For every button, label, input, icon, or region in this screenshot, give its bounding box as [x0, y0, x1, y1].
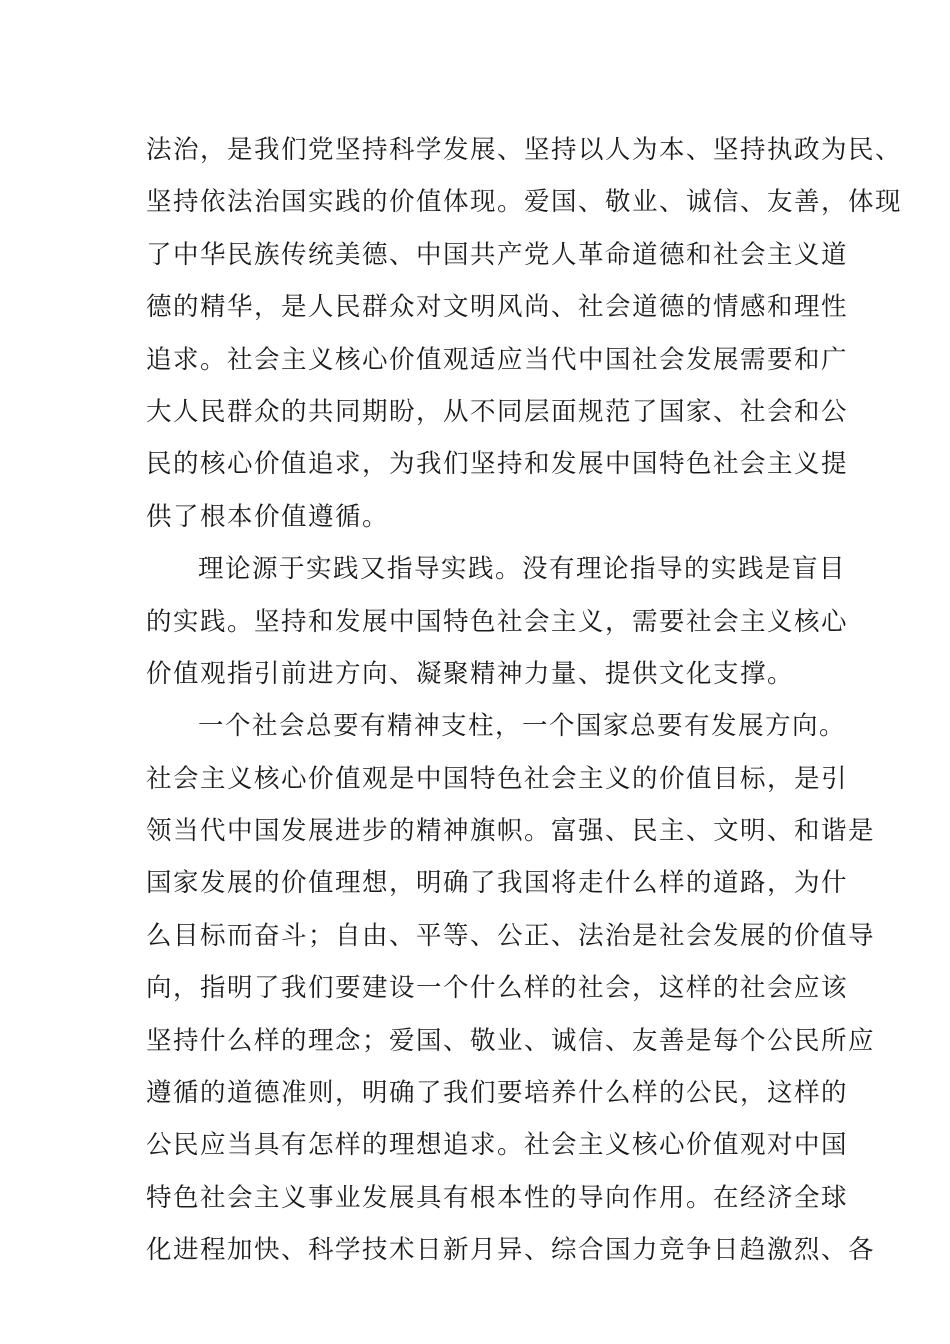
text-line: 公民应当具有怎样的理想追求。社会主义核心价值观对中国	[146, 1130, 849, 1161]
body-text	[146, 124, 903, 1277]
text-line: 坚持什么样的理念；爱国、敬业、诚信、友善是每个公民所应	[146, 1025, 876, 1056]
text-line: 法治，是我们党坚持科学发展、坚持以人为本、坚持执政为民、	[146, 135, 903, 165]
text-line: 坚持依法治国实践的价值体现。爱国、敬业、诚信、友善，体现	[146, 187, 903, 218]
text-line: 化进程加快、科学技术日新月异、综合国力竞争日趋激烈、各	[146, 1235, 876, 1266]
paragraph-first-line: 一个社会总要有精神支柱，一个国家总要有发展方向。	[198, 711, 847, 742]
text-line: 么目标而奋斗；自由、平等、公正、法治是社会发展的价值导	[146, 920, 876, 951]
paragraph-first-line: 理论源于实践又指导实践。没有理论指导的实践是盲目	[198, 554, 847, 585]
text-line: 大人民群众的共同期盼，从不同层面规范了国家、社会和公	[146, 396, 849, 427]
text-line: 领当代中国发展进步的精神旗帜。富强、民主、文明、和谐是	[146, 816, 876, 847]
text-line: 了中华民族传统美德、中国共产党人革命道德和社会主义道	[146, 239, 849, 270]
text-line: 价值观指引前进方向、凝聚精神力量、提供文化支撑。	[146, 658, 795, 689]
text-line: 追求。社会主义核心价值观适应当代中国社会发展需要和广	[146, 344, 849, 375]
text-line: 德的精华，是人民群众对文明风尚、社会道德的情感和理性	[146, 292, 849, 323]
text-line: 国家发展的价值理想，明确了我国将走什么样的道路，为什	[146, 868, 849, 899]
text-line: 遵循的道德准则，明确了我们要培养什么样的公民，这样的	[146, 1078, 849, 1109]
text-line: 供了根本价值遵循。	[146, 501, 390, 532]
text-line: 社会主义核心价值观是中国特色社会主义的价值目标，是引	[146, 763, 849, 794]
text-line: 向，指明了我们要建设一个什么样的社会，这样的社会应该	[146, 973, 849, 1004]
text-line: 的实践。坚持和发展中国特色社会主义，需要社会主义核心	[146, 606, 849, 637]
text-line: 民的核心价值追求，为我们坚持和发展中国特色社会主义提	[146, 449, 849, 480]
text-line: 特色社会主义事业发展具有根本性的导向作用。在经济全球	[146, 1182, 849, 1213]
